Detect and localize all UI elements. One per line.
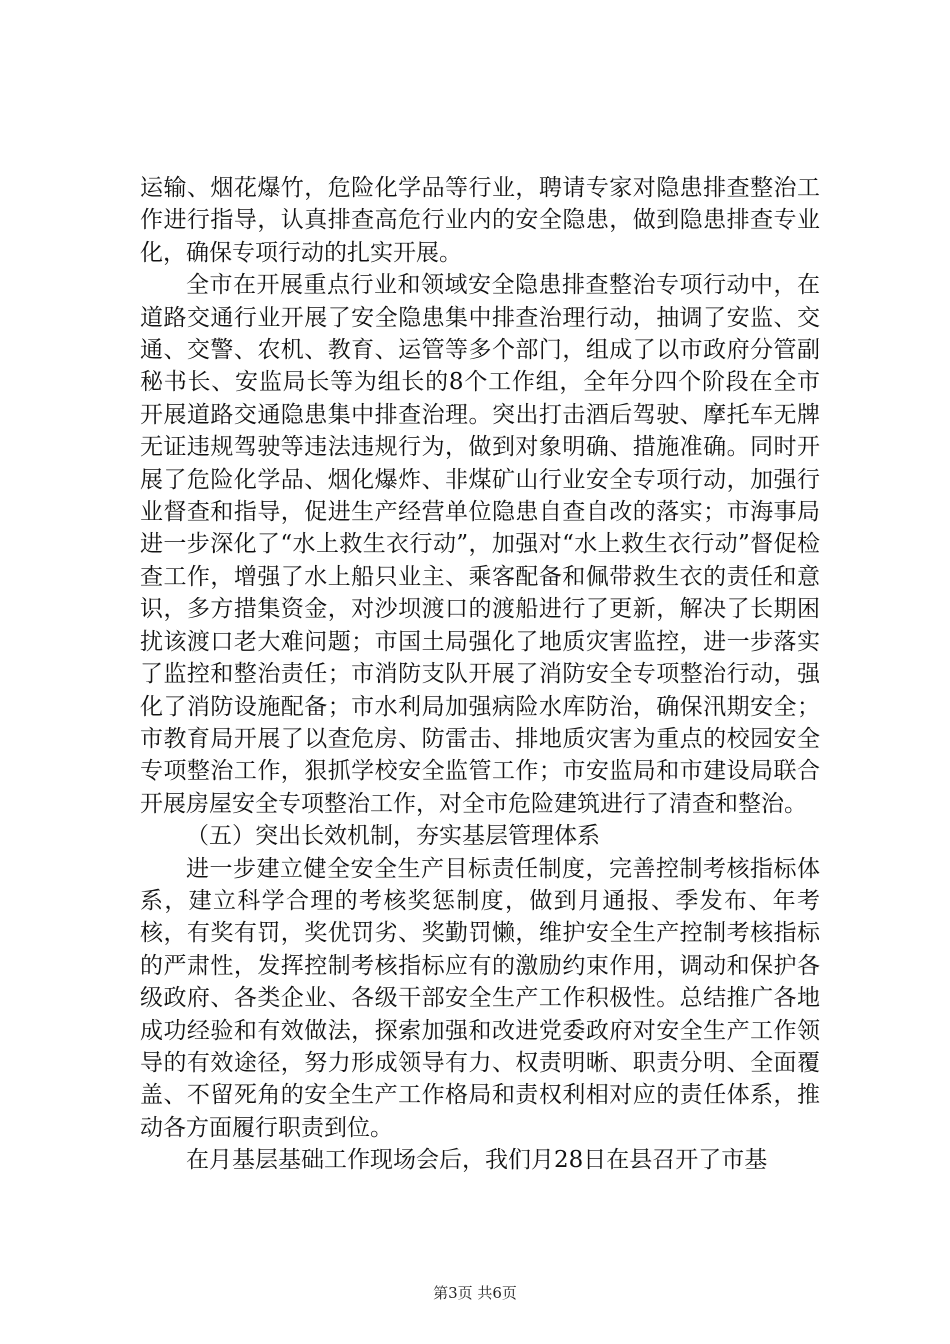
section-heading-5: （五）突出长效机制，夯实基层管理体系 <box>186 823 600 850</box>
paragraph-road-safety-campaign: 全市在开展重点行业和领域安全隐患排查整治专项行动中，在道路交通行业开展了安全隐患集中排查治理行动，抽调了安监、交通、交警、农机、教育、运管等多个部门，组成了以市政府分管副秘书长、安监局长等为组长的8个工作组，全年分四个阶段在全市开展道路交通隐患集中排查治理。突出打击酒后驾驶、摩托车无牌无证违规驾驶等违法违规行为，做到对象明确、措施准确。同时开展了危险化学品、烟化爆炸、非煤矿山行业安全专项行动，加强行业督查和指导，促进生产经营单位隐患自查自改的落实；市海事局进一步深化了“水上救生衣行动”，加强对“水上救生衣行动”督促检查工作，增强了水上船只业主、乘客配备和佩带救生衣的责任和意识，多方措集资金，对沙坝渡口的渡船进行了更新，解决了长期困扰该渡口老大难问题；市国土局强化了地质灾害监控，进一步落实了监控和整治责任；市消防支队开展了消防安全专项整治行动，强化了消防设施配备；市水利局加强病险水库防治，确保汛期安全；市教育局开展了以查危房、防雷击、排地质灾害为重点的校园安全专项整治工作，狠抓学校安全监管工作；市安监局和市建设局联合开展房屋安全专项整治工作，对全市危险建筑进行了清查和整治。 <box>140 272 820 817</box>
paragraph-continued: 运输、烟花爆竹，危险化学品等行业，聘请专家对隐患排查整治工作进行指导，认真排查高危行业内的安全隐患，做到隐患排查专业化，确保专项行动的扎实开展。 <box>140 175 820 266</box>
page-footer: 第3页 共6页 <box>433 1284 517 1302</box>
paragraph-onsite-meeting: 在月基层基础工作现场会后，我们月28日在县召开了市基 <box>186 1147 768 1174</box>
document-body <box>140 172 820 1177</box>
paragraph-responsibility-system: 进一步建立健全安全生产目标责任制度，完善控制考核指标体系，建立科学合理的考核奖惩制度，做到月通报、季发布、年考核，有奖有罚，奖优罚劣、奖勤罚懒，维护安全生产控制考核指标的严肃性，发挥控制考核指标应有的激励约束作用，调动和保护各级政府、各类企业、各级干部安全生产工作积极性。总结推广各地成功经验和有效做法，探索加强和改进党委政府对安全生产工作领导的有效途径，努力形成领导有力、权责明晰、职责分明、全面覆盖、不留死角的安全生产工作格局和责权利相对应的责任体系，推动各方面履行职责到位。 <box>140 855 820 1141</box>
